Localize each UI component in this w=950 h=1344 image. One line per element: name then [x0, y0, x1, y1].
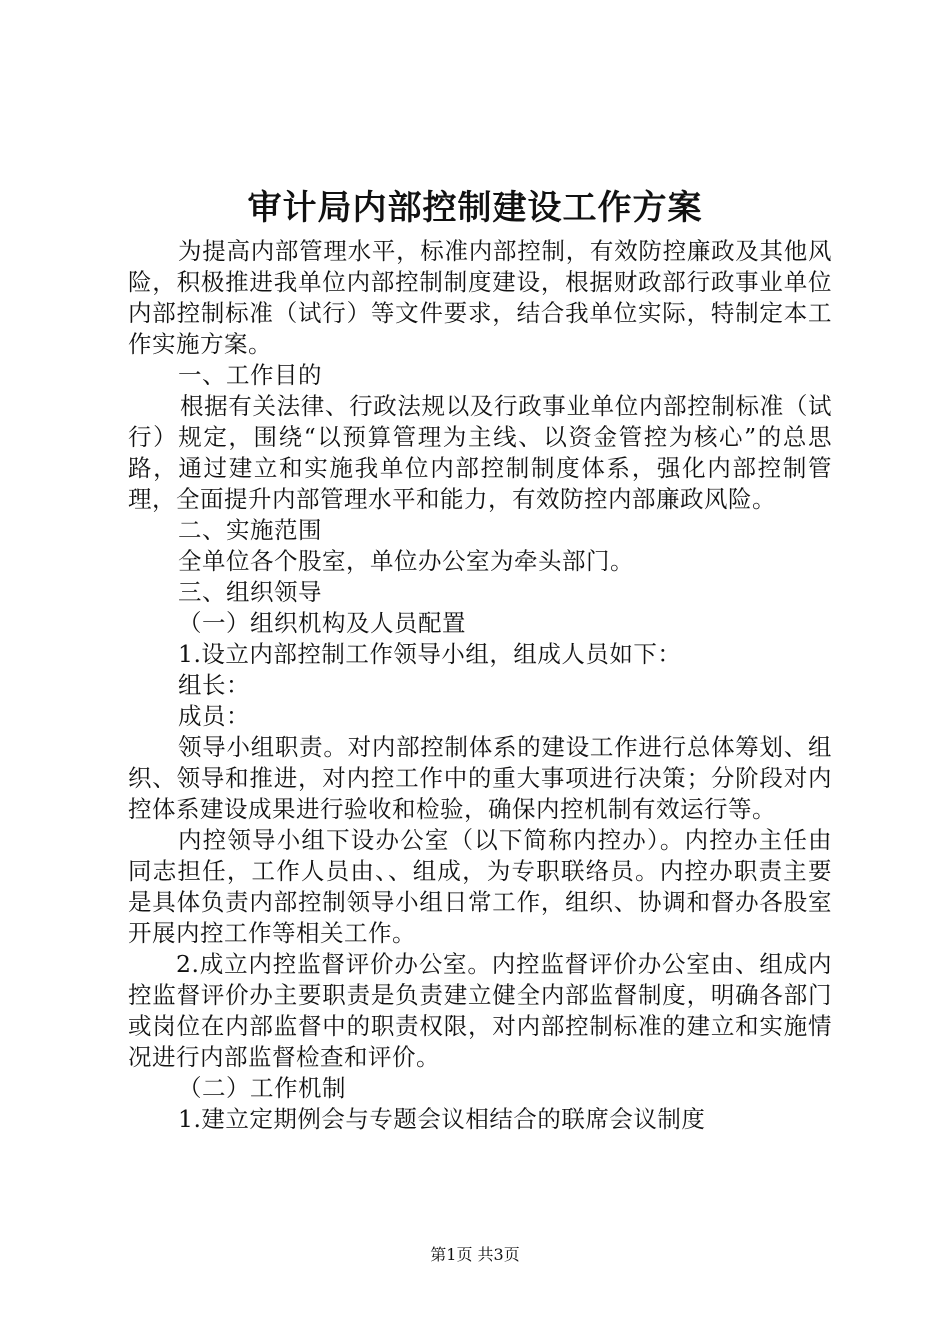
document-title: 审计局内部控制建设工作方案 [247, 188, 703, 228]
section-heading-scope: 二、实施范围 [178, 516, 322, 544]
item-meeting-system: 1.建立定期例会与专题会议相结合的联席会议制度 [178, 1105, 706, 1133]
subsection-heading-organization: （一）组织机构及人员配置 [178, 609, 466, 637]
section-heading-purpose: 一、工作目的 [178, 361, 322, 389]
subsection-heading-mechanism: （二）工作机制 [178, 1074, 346, 1102]
supervision-office-paragraph: 2.成立内控监督评价办公室。内控监督评价办公室由、组成内控监督评价办主要职责是负责建立健全内部监督制度，明确各部门或岗位在内部监督中的职责权限，对内部控制标准的建立和实施情况进行内部监督检查和评价。 [128, 950, 832, 1071]
item-leadership-group: 1.设立内部控制工作领导小组，组成人员如下： [178, 640, 682, 668]
group-leader-line: 组长： [178, 671, 250, 699]
document-body [128, 236, 832, 1135]
page-footer: 第1页 共3页 [430, 1245, 520, 1264]
scope-paragraph: 全单位各个股室，单位办公室为牵头部门。 [178, 547, 634, 575]
office-paragraph: 内控领导小组下设办公室（以下简称内控办）。内控办主任由同志担任，工作人员由、、组成，为专职联络员。内控办职责主要是具体负责内部控制领导小组日常工作，组织、协调和督办各股室开展内控工作等相关工作。 [128, 826, 832, 947]
section-heading-leadership: 三、组织领导 [178, 578, 322, 606]
purpose-paragraph: 根据有关法律、行政法规以及行政事业单位内部控制标准（试行）规定，围绕“以预算管理为主线、以资金管控为核心”的总思路，通过建立和实施我单位内部控制制度体系，强化内部控制管理，全面提升内部管理水平和能力，有效防控内部廉政风险。 [128, 392, 832, 513]
intro-paragraph: 为提高内部管理水平，标准内部控制，有效防控廉政及其他风险，积极推进我单位内部控制制度建设，根据财政部行政事业单位内部控制标准（试行）等文件要求，结合我单位实际，特制定本工作实施方案。 [128, 237, 832, 358]
group-duties-paragraph: 领导小组职责。对内部控制体系的建设工作进行总体筹划、组织、领导和推进，对内控工作中的重大事项进行决策；分阶段对内控体系建设成果进行验收和检验，确保内控机制有效运行等。 [128, 733, 832, 823]
group-members-line: 成员： [178, 702, 250, 730]
